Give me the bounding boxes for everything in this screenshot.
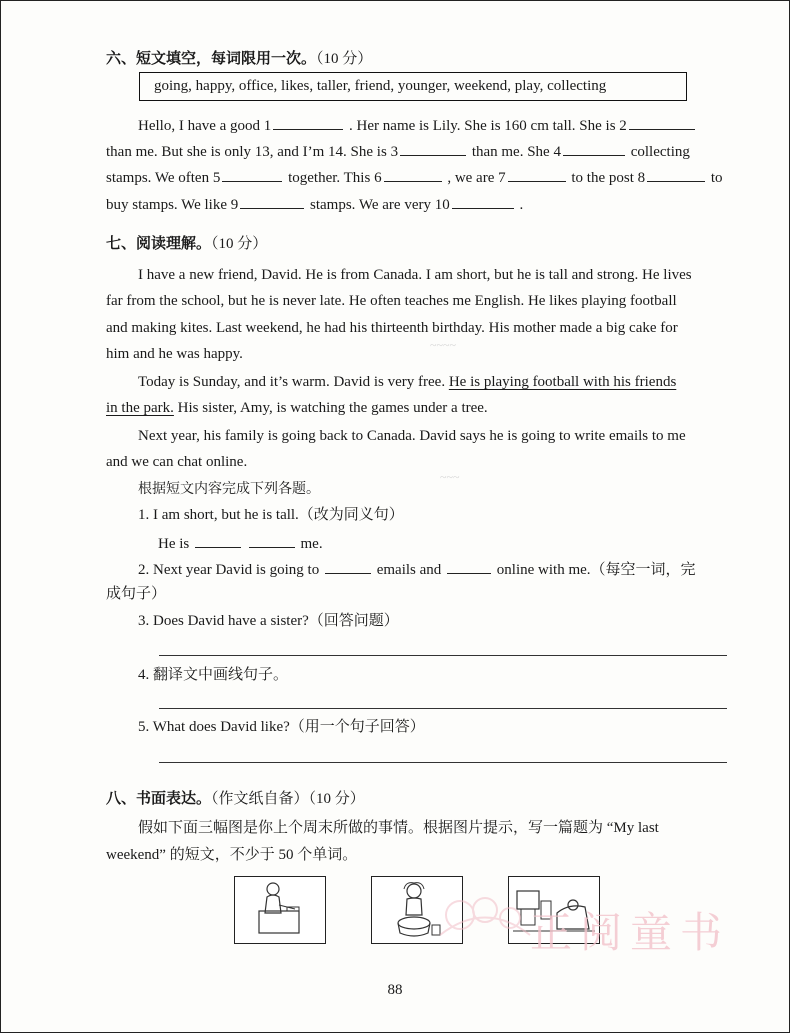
blank-3[interactable] [400,140,466,156]
question-2-cont: 成句子） [106,586,167,602]
section-8-heading: 八、书面表达。（作文纸自备）（10 分） [106,789,365,807]
answer-line-4[interactable] [159,708,727,709]
office-illustration [235,877,324,942]
passage-line: far from the school, but he is never late. He often teaches me English. He likes playing football [106,293,677,309]
publisher-watermark: 正阅童书 [530,908,731,957]
answer-line-3[interactable] [159,655,727,656]
passage-line: and making kites. Last weekend, he had his thirteenth birthday. His mother made a big cake for [106,320,678,336]
blank-4[interactable] [563,140,625,156]
word-bank-box: going, happy, office, likes, taller, friend, younger, weekend, play, collecting [139,72,687,101]
picture-office-work [234,876,326,944]
section-6-heading: 六、短文填空，每词限用一次。（10 分） [106,49,373,67]
passage-line: Today is Sunday, and it’s warm. David is very free. He is playing football with his friends [138,374,677,390]
answer-line-5[interactable] [159,762,727,763]
section-7-heading: 七、阅读理解。（10 分） [106,234,268,252]
q2-blank-2[interactable] [447,558,491,574]
cloze-line-4: buy stamps. We like 9 stamps. We are very 10 . [106,193,728,215]
question-5: 5. What does David like?（用一个句子回答） [138,719,425,735]
show-through-text: ~~~ [440,470,460,484]
blank-6[interactable] [384,166,442,182]
passage-line: Next year, his family is going back to Canada. David says he is going to write emails to me [138,428,686,444]
blank-1[interactable] [273,114,343,130]
blank-10[interactable] [452,193,514,209]
page-number: 88 [387,982,403,998]
watermark-flower-icon [430,880,540,950]
writing-prompt-line: weekend” 的短文，不少于 50 个单词。 [106,847,358,863]
blank-7[interactable] [508,166,566,182]
underlined-sentence: in the park. [106,400,174,416]
cloze-line-1: Hello, I have a good 1 . Her name is Lily. She is 160 cm tall. She is 2 [138,114,728,136]
writing-prompt-line: 假如下面三幅图是你上个周末所做的事情。根据图片提示，写一篇题为 “My last [138,820,659,836]
show-through-text: ~~~~ [430,338,456,352]
passage-line: in the park. His sister, Amy, is watching the games under a tree. [106,400,488,416]
question-4: 4. 翻译文中画线句子。 [138,667,289,683]
question-2: 2. Next year David is going to emails and online with me.（每空一词，完 [138,558,728,580]
blank-2[interactable] [629,114,695,130]
cloze-line-2: than me. But she is only 13, and I’m 14. She is 3 than me. She 4 collecting [106,140,728,162]
cloze-line-3: stamps. We often 5 together. This 6 , we are 7 to the post 8 to [106,166,728,188]
question-1-answer: He is me. [158,532,728,554]
blank-5[interactable] [222,166,282,182]
blank-8[interactable] [647,166,705,182]
q1-blank-2[interactable] [249,532,295,548]
q2-blank-1[interactable] [325,558,371,574]
underlined-sentence: He is playing football with his friends [448,374,677,390]
question-1: 1. I am short, but he is tall.（改为同义句） [138,507,404,523]
passage-line: him and he was happy. [106,346,243,362]
q1-blank-1[interactable] [195,532,241,548]
passage-line: and we can chat online. [106,454,248,470]
question-3: 3. Does David have a sister?（回答问题） [138,613,399,629]
passage-line: I have a new friend, David. He is from Canada. I am short, but he is tall and strong. He lives [138,267,692,283]
blank-9[interactable] [240,193,304,209]
instructions: 根据短文内容完成下列各题。 [138,481,320,497]
